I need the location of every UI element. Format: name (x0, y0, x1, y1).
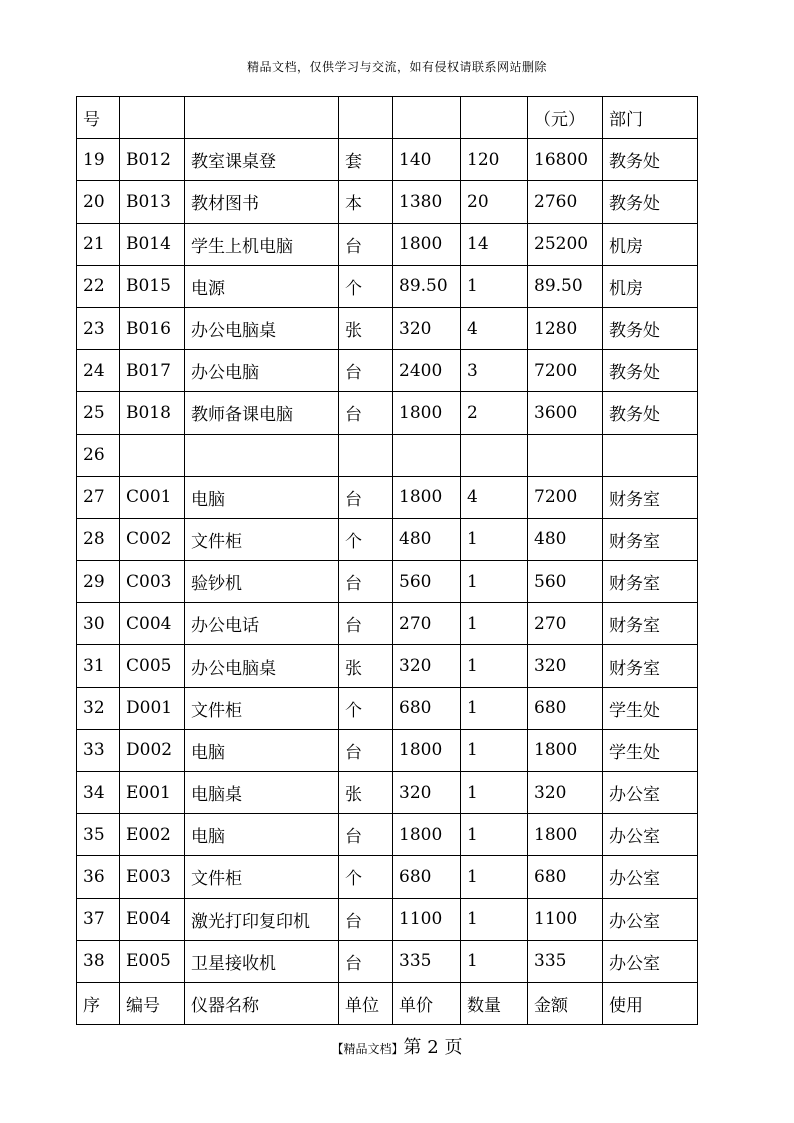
name-cell: 电脑桌 (185, 772, 339, 814)
qty-cell: 1 (461, 814, 528, 856)
price-cell (393, 434, 461, 476)
price-cell: 560 (393, 561, 461, 603)
qty-cell: 4 (461, 476, 528, 518)
code-cell: B016 (120, 307, 185, 349)
table-row (77, 392, 698, 434)
name-cell: 教师备课电脑 (185, 392, 339, 434)
unit-cell: 单位 (339, 982, 393, 1024)
name-cell: 学生上机电脑 (185, 223, 339, 265)
code-cell: 编号 (120, 982, 185, 1024)
seq-cell: 20 (77, 181, 120, 223)
qty-cell: 1 (461, 729, 528, 771)
name-cell: 电脑 (185, 476, 339, 518)
price-cell: 1380 (393, 181, 461, 223)
amount-cell: 335 (528, 940, 603, 982)
dept-cell: 学生处 (603, 729, 698, 771)
qty-cell: 1 (461, 898, 528, 940)
code-cell: E003 (120, 856, 185, 898)
unit-cell: 个 (339, 856, 393, 898)
dept-cell: 办公室 (603, 814, 698, 856)
code-cell: E001 (120, 772, 185, 814)
dept-cell: 财务室 (603, 561, 698, 603)
unit-cell: 台 (339, 223, 393, 265)
code-cell: D002 (120, 729, 185, 771)
qty-cell: 20 (461, 181, 528, 223)
name-cell: 办公电脑 (185, 350, 339, 392)
unit-cell: 台 (339, 392, 393, 434)
table-row (77, 561, 698, 603)
seq-cell: 36 (77, 856, 120, 898)
seq-cell: 32 (77, 687, 120, 729)
code-cell: C003 (120, 561, 185, 603)
unit-cell: 张 (339, 307, 393, 349)
code-cell: E004 (120, 898, 185, 940)
page-number: 第 2 页 (403, 1037, 463, 1058)
name-cell: 文件柜 (185, 518, 339, 560)
qty-cell: 2 (461, 392, 528, 434)
qty-cell: 1 (461, 518, 528, 560)
table-row (77, 139, 698, 181)
qty-cell: 14 (461, 223, 528, 265)
name-cell: 文件柜 (185, 687, 339, 729)
code-cell: B014 (120, 223, 185, 265)
name-cell: 卫星接收机 (185, 940, 339, 982)
table-row (77, 265, 698, 307)
price-cell: 480 (393, 518, 461, 560)
dept-cell: 教务处 (603, 392, 698, 434)
amount-cell (528, 434, 603, 476)
price-cell: 1800 (393, 223, 461, 265)
unit-cell: 台 (339, 561, 393, 603)
code-cell: B013 (120, 181, 185, 223)
code-cell: C001 (120, 476, 185, 518)
qty-cell: 1 (461, 265, 528, 307)
table-row (77, 434, 698, 476)
amount-cell: 560 (528, 561, 603, 603)
amount-cell: （元） (528, 97, 603, 139)
price-cell: 680 (393, 856, 461, 898)
code-cell: E002 (120, 814, 185, 856)
name-cell: 电脑 (185, 814, 339, 856)
dept-cell: 财务室 (603, 645, 698, 687)
code-cell: C005 (120, 645, 185, 687)
seq-cell: 37 (77, 898, 120, 940)
price-cell (393, 97, 461, 139)
price-cell: 1100 (393, 898, 461, 940)
amount-cell: 1280 (528, 307, 603, 349)
unit-cell (339, 97, 393, 139)
code-cell: D001 (120, 687, 185, 729)
code-cell: B012 (120, 139, 185, 181)
unit-cell: 张 (339, 645, 393, 687)
amount-cell: 金额 (528, 982, 603, 1024)
price-cell: 89.50 (393, 265, 461, 307)
dept-cell: 财务室 (603, 603, 698, 645)
dept-cell: 学生处 (603, 687, 698, 729)
table-row (77, 856, 698, 898)
seq-cell: 号 (77, 97, 120, 139)
name-cell: 电源 (185, 265, 339, 307)
qty-cell: 1 (461, 772, 528, 814)
price-cell: 320 (393, 772, 461, 814)
code-cell (120, 434, 185, 476)
table-row (77, 898, 698, 940)
amount-cell: 1100 (528, 898, 603, 940)
seq-cell: 38 (77, 940, 120, 982)
amount-cell: 270 (528, 603, 603, 645)
amount-cell: 2760 (528, 181, 603, 223)
price-cell: 1800 (393, 392, 461, 434)
price-cell: 680 (393, 687, 461, 729)
table-row (77, 97, 698, 139)
dept-cell: 教务处 (603, 350, 698, 392)
amount-cell: 3600 (528, 392, 603, 434)
qty-cell: 1 (461, 687, 528, 729)
code-cell: B018 (120, 392, 185, 434)
code-cell: E005 (120, 940, 185, 982)
dept-cell: 办公室 (603, 940, 698, 982)
name-cell: 文件柜 (185, 856, 339, 898)
seq-cell: 29 (77, 561, 120, 603)
unit-cell: 个 (339, 518, 393, 560)
name-cell: 教材图书 (185, 181, 339, 223)
seq-cell: 30 (77, 603, 120, 645)
code-cell: C004 (120, 603, 185, 645)
amount-cell: 680 (528, 856, 603, 898)
inventory-table (76, 96, 698, 1025)
amount-cell: 25200 (528, 223, 603, 265)
dept-cell: 教务处 (603, 307, 698, 349)
dept-cell: 财务室 (603, 518, 698, 560)
name-cell: 激光打印复印机 (185, 898, 339, 940)
code-cell: B017 (120, 350, 185, 392)
amount-cell: 480 (528, 518, 603, 560)
seq-cell: 24 (77, 350, 120, 392)
seq-cell: 22 (77, 265, 120, 307)
qty-cell: 1 (461, 561, 528, 603)
amount-cell: 680 (528, 687, 603, 729)
dept-cell: 办公室 (603, 772, 698, 814)
qty-cell: 3 (461, 350, 528, 392)
qty-cell: 1 (461, 645, 528, 687)
amount-cell: 89.50 (528, 265, 603, 307)
name-cell (185, 97, 339, 139)
unit-cell: 套 (339, 139, 393, 181)
seq-cell: 33 (77, 729, 120, 771)
amount-cell: 7200 (528, 476, 603, 518)
seq-cell: 35 (77, 814, 120, 856)
name-cell: 教室课桌登 (185, 139, 339, 181)
price-cell: 270 (393, 603, 461, 645)
table-row (77, 772, 698, 814)
table-row (77, 982, 698, 1024)
unit-cell: 台 (339, 729, 393, 771)
price-cell: 1800 (393, 729, 461, 771)
price-cell: 1800 (393, 476, 461, 518)
dept-cell: 办公室 (603, 898, 698, 940)
dept-cell: 机房 (603, 223, 698, 265)
code-cell: C002 (120, 518, 185, 560)
price-cell: 335 (393, 940, 461, 982)
qty-cell (461, 434, 528, 476)
price-cell: 140 (393, 139, 461, 181)
code-cell (120, 97, 185, 139)
qty-cell: 120 (461, 139, 528, 181)
name-cell (185, 434, 339, 476)
seq-cell: 25 (77, 392, 120, 434)
table-row (77, 603, 698, 645)
price-cell: 2400 (393, 350, 461, 392)
table-row (77, 729, 698, 771)
amount-cell: 320 (528, 645, 603, 687)
table-row (77, 307, 698, 349)
table-row (77, 476, 698, 518)
unit-cell: 台 (339, 898, 393, 940)
unit-cell: 本 (339, 181, 393, 223)
qty-cell: 1 (461, 940, 528, 982)
amount-cell: 7200 (528, 350, 603, 392)
unit-cell: 台 (339, 476, 393, 518)
price-cell: 320 (393, 645, 461, 687)
table-row (77, 814, 698, 856)
name-cell: 办公电脑桌 (185, 307, 339, 349)
seq-cell: 28 (77, 518, 120, 560)
unit-cell: 张 (339, 772, 393, 814)
amount-cell: 1800 (528, 729, 603, 771)
name-cell: 办公电话 (185, 603, 339, 645)
table-row (77, 518, 698, 560)
dept-cell: 教务处 (603, 139, 698, 181)
table-row (77, 223, 698, 265)
unit-cell: 台 (339, 350, 393, 392)
name-cell: 验钞机 (185, 561, 339, 603)
unit-cell: 个 (339, 265, 393, 307)
table-row (77, 687, 698, 729)
name-cell: 办公电脑桌 (185, 645, 339, 687)
price-cell: 单价 (393, 982, 461, 1024)
dept-cell: 部门 (603, 97, 698, 139)
seq-cell: 34 (77, 772, 120, 814)
unit-cell: 台 (339, 940, 393, 982)
dept-cell: 使用 (603, 982, 698, 1024)
qty-cell: 1 (461, 856, 528, 898)
table-row (77, 181, 698, 223)
price-cell: 1800 (393, 814, 461, 856)
qty-cell: 1 (461, 603, 528, 645)
dept-cell (603, 434, 698, 476)
seq-cell: 23 (77, 307, 120, 349)
seq-cell: 26 (77, 434, 120, 476)
unit-cell: 台 (339, 814, 393, 856)
table-row (77, 940, 698, 982)
qty-cell (461, 97, 528, 139)
page-header-watermark: 精品文档，仅供学习与交流，如有侵权请联系网站删除 (246, 60, 547, 74)
name-cell: 电脑 (185, 729, 339, 771)
page-footer (0, 1033, 794, 1059)
table-row (77, 645, 698, 687)
dept-cell: 财务室 (603, 476, 698, 518)
footer-tag: 【精品文档】 (331, 1042, 404, 1056)
price-cell: 320 (393, 307, 461, 349)
unit-cell (339, 434, 393, 476)
unit-cell: 个 (339, 687, 393, 729)
seq-cell: 序 (77, 982, 120, 1024)
seq-cell: 21 (77, 223, 120, 265)
amount-cell: 16800 (528, 139, 603, 181)
seq-cell: 19 (77, 139, 120, 181)
table-row (77, 350, 698, 392)
dept-cell: 办公室 (603, 856, 698, 898)
name-cell: 仪器名称 (185, 982, 339, 1024)
unit-cell: 台 (339, 603, 393, 645)
dept-cell: 教务处 (603, 181, 698, 223)
amount-cell: 320 (528, 772, 603, 814)
qty-cell: 4 (461, 307, 528, 349)
seq-cell: 27 (77, 476, 120, 518)
amount-cell: 1800 (528, 814, 603, 856)
dept-cell: 机房 (603, 265, 698, 307)
qty-cell: 数量 (461, 982, 528, 1024)
seq-cell: 31 (77, 645, 120, 687)
code-cell: B015 (120, 265, 185, 307)
table-body (77, 97, 698, 1025)
